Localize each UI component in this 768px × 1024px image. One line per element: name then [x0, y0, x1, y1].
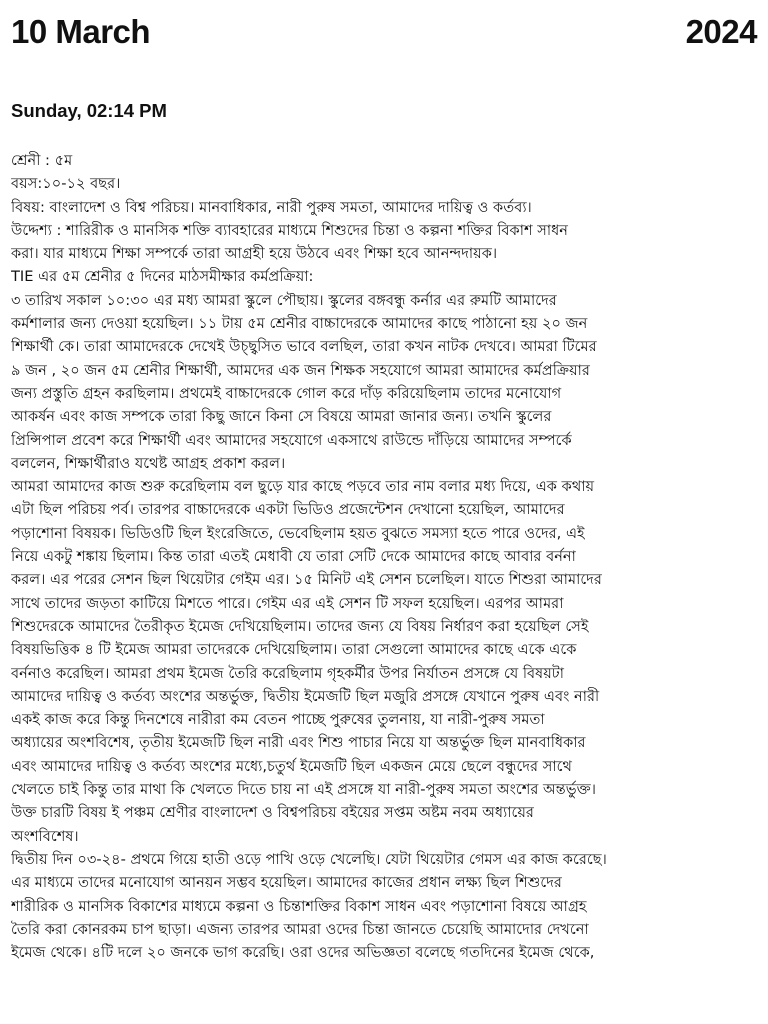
body-line: শিশুদেরকে আমাদের তৈরীকৃত ইমেজ দেখিয়েছিলাম। তাদের জন্য যে বিষয় নির্ধারণ করা হয়েছিল সেই [11, 617, 589, 635]
body-line: শ্রেনী : ৫ম [11, 152, 73, 169]
body-line: উদ্দেশ্য : শারিরীক ও মানসিক শক্তি ব্যাবহারের মাধ্যমে শিশুদের চিন্তা ও কল্পনা শক্তির বিকাশ সাধন [11, 221, 569, 239]
body-line: ৯ জন , ২০ জন ৫ম শ্রেনীর শিক্ষার্থী, আমদের এক জন শিক্ষক সহযোগে আমরা আমাদের কর্মপ্রক্রিয়ার [11, 361, 590, 379]
body-line: জন্য প্রস্তুতি গ্রহন করছিলাম। প্রথমেই বাচ্চাদেরকে গোল করে দাঁড় করিয়েছিলাম তাদের মনোযোগ [11, 384, 562, 402]
body-line: কর্মশালার জন্য দেওয়া হয়েছিল। ১১ টায় ৫ম শ্রেনীর বাচ্চাদেরকে আমাদের কাছে পাঠানো হয় ২০ জন [11, 315, 588, 333]
body-line: অধ্যায়ের অংশবিশেষ, তৃতীয় ইমেজটি ছিল নারী এবং শিশু পাচার নিয়ে যা অন্তর্ভুক্ত ছিল মানবাধিকার [11, 734, 586, 752]
body-line: ৩ তারিখ সকাল ১০:৩০ এর মধ্য আমরা স্কুলে পৌছায়। স্কুলের বঙ্গবন্ধু কর্নার এর রুমটি আমাদের [11, 291, 557, 309]
body-line: খেলতে চাই কিন্তু তার মাথা কি খেলতে দিতে চায় না এই প্রসঙ্গে যা নারী-পুরুষ সমতা অংশের অন্তর্ভুক্ত। [11, 781, 596, 799]
body-line: এটা ছিল পরিচয় পর্ব। তারপর বাচ্চাদেরকে একটা ভিডিও প্রজেন্টেশন দেখানো হয়েছিল, আমাদের [11, 501, 565, 519]
body-line: অংশবিশেষ। [11, 827, 79, 845]
body-line: ইমেজ থেকে। ৪টি দলে ২০ জনকে ভাগ করেছি। ওরা ওদের অভিজ্ঞতা বলেছে গতদিনের ইমেজ থেকে, [11, 944, 595, 962]
body-line: বললেন, শিক্ষার্থীরাও যথেষ্ট আগ্রহ প্রকাশ করল। [11, 454, 286, 472]
body-line: আমাদের দায়িত্ব ও কর্তব্য অংশের অন্তর্ভুক্ত, দ্বিতীয় ইমেজটি ছিল মজুরি প্রসঙ্গে যেখানে পুরুষ এবং নারী [11, 687, 600, 705]
entry-date: 10 March [11, 13, 151, 50]
entry-body [11, 149, 763, 964]
body-line: TIE এর ৫ম শ্রেনীর ৫ দিনের মাঠসমীক্ষার কর্মপ্রক্রিয়া: [11, 268, 314, 286]
body-line: সাথে তাদের জড়তা কাটিয়ে মিশতে পারে। গেইম এর এই সেশন টি সফল হয়েছিল। এরপর আমরা [11, 594, 564, 612]
body-line: বর্ননাও করেছিল। আমরা প্রথম ইমেজ তৈরি করেছিলাম গৃহকর্মীর উপর নির্যাতন প্রসঙ্গে যে বিষয়টা [11, 664, 564, 682]
body-line: তৈরি করা কোনরকম চাপ ছাড়া। এজন্য তারপর আমরা ওদের চিন্তা জানতে চেয়েছি আমাদোর দেখনো [11, 920, 589, 938]
body-line: এর মাধ্যমে তাদের মনোযোগ আনয়ন সম্ভব হয়েছিল। আমাদের কাজের প্রধান লক্ষ্য ছিল শিশুদের [11, 874, 562, 892]
body-line: দ্বিতীয় দিন ০৩-২৪- প্রথমে গিয়ে হাতী ওড়ে পাখি ওড়ে খেলেছি। যেটা থিয়েটার গেমস এর কাজ করেছে। [11, 850, 607, 868]
body-line: বয়স:১০-১২ বছর। [11, 175, 121, 193]
body-line: আমরা আমাদের কাজ শুরু করেছিলাম বল ছুড়ে যার কাছে পড়বে তার নাম বলার মধ্য দিয়ে, এক কথায় [11, 478, 595, 496]
body-line: করা। যার মাধ্যমে শিক্ষা সম্পর্কে তারা আগ্রহী হয়ে উঠবে এবং শিক্ষা হবে আনন্দদায়ক। [11, 245, 498, 263]
body-line: শারীরিক ও মানসিক বিকাশের মাধ্যমে কল্পনা ও চিন্তাশক্তির বিকাশ সাধন এবং পড়াশোনা বিষয়ে আগ্রহ [11, 897, 587, 915]
body-line: নিয়ে একটু শঙ্কায় ছিলাম। কিন্ত তারা এতই মেধাবী যে তারা সেটি দেকে আমাদের কাছে আবার বর্ননা [11, 548, 576, 566]
body-line: বিষয়ভিত্তিক ৪ টি ইমেজ আমরা তাদেরকে দেখিয়েছিলাম। তারা সেগুলো আমাদের কাছে একে একে [11, 641, 577, 659]
entry-year: 2024 [685, 13, 757, 50]
body-line: প্রিন্সিপাল প্রবেশ করে শিক্ষার্থী এবং আমাদের সহযোগে একসাথে রাউন্ডে দাঁড়িয়ে আমাদের সম্পর্কে [11, 431, 572, 449]
body-line: একই কাজ করে কিন্তু দিনশেষে নারীরা কম বেতন পাচ্ছে পুরুষের তুলনায়, যা নারী-পুরুষ সমতা [11, 711, 545, 729]
body-line: আকর্ষন এবং কাজ সম্পকে তারা কিছু জানে কিনা সে বিষয়ে আমরা জানার জন্য। তখনি স্কুলের [11, 408, 552, 426]
body-line: পড়াশোনা বিষয়ক। ভিডিওটি ছিল ইংরেজিতে, ভেবেছিলাম হয়ত বুঝতে সমস্যা হতে পারে ওদের, এই [11, 524, 585, 542]
entry-day-time: Sunday, 02:14 PM [11, 100, 167, 121]
body-line: এবং আমাদের দায়িত্ব ও কর্তব্য অংশের মধ্যে,চতুর্থ ইমেজটি ছিল একজন মেয়ে ছেলে বন্ধুদের সাথে [11, 757, 572, 775]
body-line: শিক্ষার্থী কে। তারা আমাদেরকে দেখেই উচ্ছ্বসিত ভাবে বলছিল, তারা কখন নাটক দেখবে। আমরা টিমের [11, 338, 597, 356]
body-line: করল। এর পরের সেশন ছিল থিয়েটার গেইম এর। ১৫ মিনিট এই সেশন চলেছিল। যাতে শিশুরা আমাদের [11, 571, 602, 589]
body-line: উক্ত চারটি বিষয় ই পঞ্চম শ্রেণীর বাংলাদেশ ও বিশ্বপরিচয় বইয়ের সপ্তম অষ্টম নবম অধ্যায়ের [11, 804, 534, 822]
body-line: বিষয়: বাংলাদেশ ও বিশ্ব পরিচয়। মানবাধিকার, নারী পুরুষ সমতা, আমাদের দায়িত্ব ও কর্তব্য। [11, 198, 532, 216]
journal-header [11, 12, 757, 52]
